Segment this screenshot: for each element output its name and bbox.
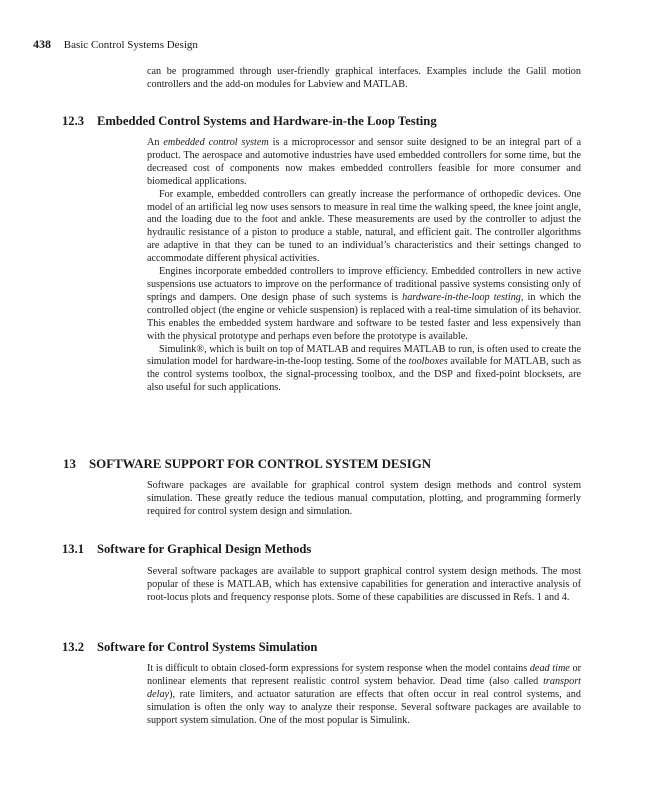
- section-heading-13-1: [62, 542, 311, 557]
- emphasis: hardware-in-the-loop testing,: [402, 291, 524, 303]
- section-title: SOFTWARE SUPPORT FOR CONTROL SYSTEM DESIGN: [89, 457, 432, 471]
- intro-paragraph: [147, 66, 581, 92]
- emphasis: dead time: [529, 663, 570, 674]
- paragraph: [147, 344, 581, 396]
- section-heading-12-3: [62, 114, 437, 129]
- text-run: or nonlinear elements that represent realistic control system behavior. Dead time (also called: [147, 663, 581, 687]
- paragraph: [147, 266, 581, 343]
- section-body-13-1: [147, 566, 581, 605]
- emphasis: toolboxes: [408, 356, 448, 368]
- text-run: available for MATLAB, such as the control systems toolbox, the signal-processing toolbox, and the DSP and fixed-point blocksets, are also useful for such applications.: [147, 356, 581, 394]
- running-header: [33, 37, 198, 52]
- section-number: 13: [63, 457, 76, 471]
- text-run: is a microprocessor and sensor suite designed to be an integral part of a product. The aerospace and automotive industries have used embedded controllers for some time, but the decreased cost of components now makes embedded controllers feasible for more consumer and biomedical applications.: [147, 137, 581, 187]
- section-title: Software for Control Systems Simulation: [97, 640, 318, 654]
- paragraph: For example, embedded controllers can greatly increase the performance of orthopedic devices. One model of an artificial leg now uses sensors to measure in real time the walking speed, the knee joint angle, and the loading due to the foot and ankle. These measurements are used by the controller to adjust the hydraulic resistance of a piston to produce a stable, natural, and efficient gait. The controller algorithms are adaptive in that they can be tuned to an individual’s characteristics and their settings changed to accommodate different physical activities.: [147, 188, 581, 265]
- section-title: Software for Graphical Design Methods: [97, 542, 312, 556]
- paragraph: Several software packages are available to support graphical control system design methods. The most popular of these is MATLAB, which has extensive capabilities for generation and interactive analysis of root-locus plots and frequency response plots. Some of these capabilities are discussed in Refs. 1 and 4.: [147, 566, 581, 603]
- section-heading-13-2: [62, 640, 317, 655]
- section-body-12-3: [147, 137, 581, 395]
- running-title: Basic Control Systems Design: [63, 39, 198, 51]
- section-body-13-2: [147, 663, 581, 728]
- text-run: ), rate limiters, and actuator saturation are effects that often occur in real control systems, and simulation is often the only way to analyze their response. Several software packages are available to support system simulation. One of the most popular is Simulink.: [147, 688, 581, 726]
- page-number: 438: [33, 37, 51, 51]
- emphasis: embedded control system: [163, 137, 269, 148]
- section-number: 12.3: [62, 114, 85, 128]
- text-run: in which the controlled object (the engine or vehicle suspension) is replaced with a real-time simulation of its behavior. This enables the embedded system hardware and software to be tested faster and less expensively than with the physical prototype and perhaps even before the prototype is available.: [147, 291, 581, 342]
- section-title: Embedded Control Systems and Hardware-in-the Loop Testing: [97, 114, 437, 128]
- section-number: 13.1: [62, 542, 85, 556]
- paragraph: [147, 137, 581, 189]
- text-run: Simulink®, which is built on top of MATLAB and requires MATLAB to run, is often used to create the simulation model for hardware-in-the-loop testing. Some of the: [147, 343, 581, 368]
- section-number: 13.2: [62, 640, 85, 654]
- paragraph: [147, 663, 581, 728]
- section-heading-13: [63, 457, 431, 472]
- text-run: It is difficult to obtain closed-form expressions for system response when the model contains: [147, 663, 530, 674]
- text-run: Engines incorporate embedded controllers to improve efficiency. Embedded controllers in new active suspensions use actuators to improve on the performance of traditional passive systems consisting only of springs and dampers. One design phase of such systems is: [147, 266, 581, 303]
- paragraph: Software packages are available for graphical control system design methods and control system simulation. These greatly reduce the tedious manual computation, plotting, and programming formerly required for control system design and simulation.: [147, 480, 581, 517]
- text-run: An: [147, 137, 164, 148]
- section-body-13: [147, 480, 581, 519]
- intro-text: can be programmed through user-friendly graphical interfaces. Examples include the Galil motion controllers and the add-on modules for Labview and MATLAB.: [147, 66, 581, 90]
- emphasis: transport delay: [147, 675, 581, 700]
